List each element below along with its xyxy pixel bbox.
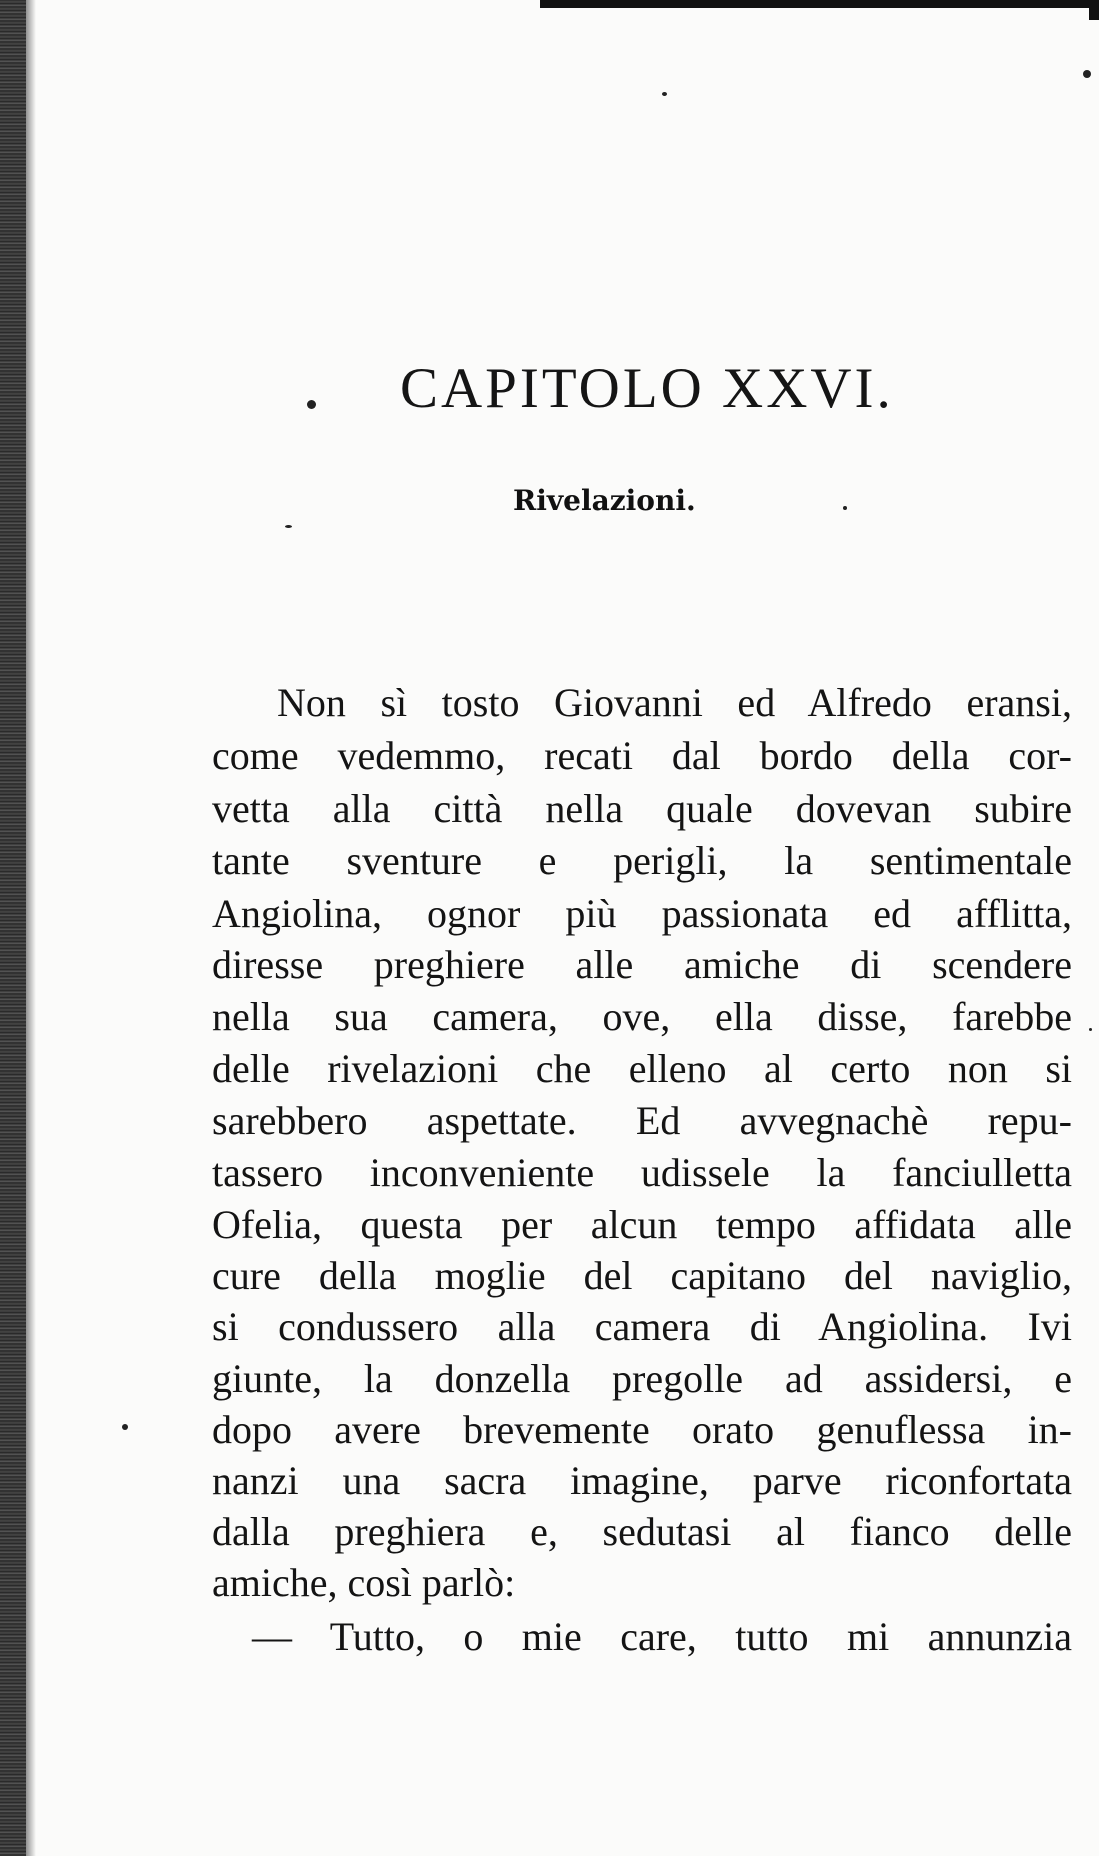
chapter-title: CAPITOLO XXVI. — [400, 357, 894, 421]
scan-speck — [285, 525, 292, 528]
text-line: dalla preghiera e, sedutasi al fianco delle — [212, 1509, 1072, 1554]
text-line: nella sua camera, ove, ella disse, farebbe — [212, 994, 1072, 1039]
top-edge-rule — [540, 0, 1099, 8]
book-binding-edge — [0, 0, 26, 1856]
text-line: — Tutto, o mie care, tutto mi annunzia — [252, 1614, 1072, 1659]
text-line: si condussero alla camera di Angiolina. Ivi — [212, 1304, 1072, 1349]
text-line: Non sì tosto Giovanni ed Alfredo eransi, — [277, 680, 1072, 725]
text-line: tassero inconveniente udissele la fanciulletta — [212, 1150, 1072, 1195]
scan-speck — [307, 400, 316, 409]
text-line: dopo avere brevemente orato genuflessa in- — [212, 1407, 1072, 1452]
binding-shadow — [26, 0, 36, 1856]
text-line: sarebbero aspettate. Ed avvegnachè repu- — [212, 1098, 1072, 1143]
scan-speck — [1089, 1028, 1092, 1031]
text-line: come vedemmo, recati dal bordo della cor- — [212, 733, 1072, 778]
text-line: nanzi una sacra imagine, parve riconfortata — [212, 1458, 1072, 1503]
text-line: cure della moglie del capitano del naviglio, — [212, 1253, 1072, 1298]
chapter-subtitle: Rivelazioni. — [513, 484, 696, 517]
text-line: amiche, così parlò: — [212, 1560, 516, 1605]
text-line: vetta alla città nella quale dovevan subire — [212, 786, 1072, 831]
text-line: Ofelia, questa per alcun tempo affidata alle — [212, 1202, 1072, 1247]
scan-speck — [662, 92, 667, 96]
scan-speck — [843, 506, 847, 510]
text-line: tante sventure e perigli, la sentimentale — [212, 838, 1072, 883]
text-line: delle rivelazioni che elleno al certo non si — [212, 1046, 1072, 1091]
top-corner-mark — [1089, 0, 1099, 20]
text-line: diresse preghiere alle amiche di scendere — [212, 942, 1072, 987]
scan-speck — [122, 1424, 128, 1430]
scan-speck — [1083, 70, 1091, 78]
text-line: giunte, la donzella pregolle ad assidersi, e — [212, 1356, 1072, 1401]
text-line: Angiolina, ognor più passionata ed afflitta, — [212, 891, 1072, 936]
